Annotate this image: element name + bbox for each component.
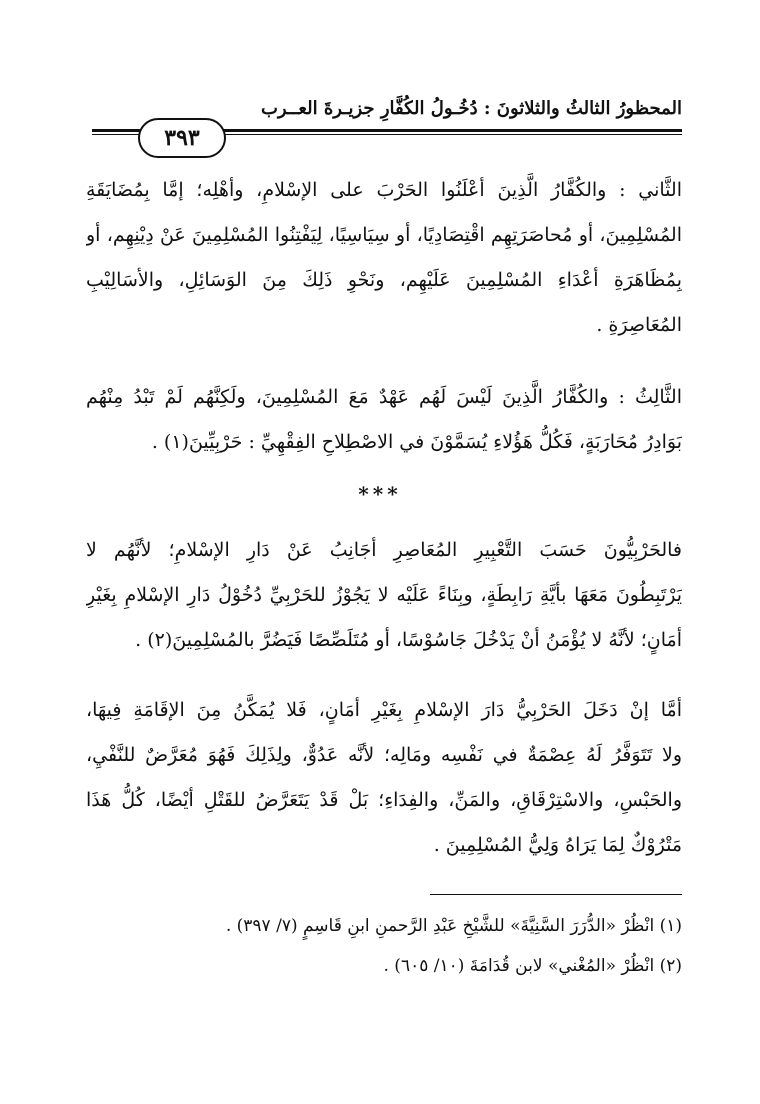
footnote-1: (١) انْظُرْ «الدُّرَرَ السَّنِيَّةَ» للشَّيْخِ عَبْدِ الرَّحمنِ ابنِ قَاسِمٍ (٧/ ٣٩٧) . bbox=[225, 916, 682, 936]
running-title: المحظورُ الثالثُ والثلاثونَ : دُخُـولُ الكُفَّارِ جزيـرةَ العــرب bbox=[260, 98, 682, 119]
text-line: بَوَادِرُ مُحَارَبَةٍ، فَكُلُّ هَؤُلاءِ يُسَمَّوْنَ في الاصْطِلاحِ الفِقْهِيِّ : حَرْبِيِّينَ(١) . bbox=[151, 431, 682, 453]
text-line: مَتْرُوْكٌ لِمَا يَرَاهُ وَلِيُّ المُسْلِمِينَ . bbox=[433, 834, 682, 856]
section-separator: *** bbox=[358, 482, 402, 506]
footnote-rule bbox=[430, 894, 682, 895]
text-line: بِمُظَاهَرَةِ أعْدَاءِ المُسْلِمِينَ عَلَيْهِم، ونَحْوِ ذَلِكَ مِنَ الوَسَائِلِ، والأسَالِيْبِ bbox=[86, 269, 682, 291]
text-line: الثَّاني : والكُفَّارُ الَّذِينَ أعْلَنُوا الحَرْبَ على الإسْلامِ، وأهْلِه؛ إمَّا بِمُضَايَقَةِ bbox=[86, 179, 682, 201]
text-line: الثَّالِثُ : والكُفَّارُ الَّذِينَ لَيْسَ لَهُم عَهْدٌ مَعَ المُسْلِمِينَ، ولَكِنَّهُم لَمْ تَبْدُ مِنْهُم bbox=[86, 386, 682, 408]
paragraph-entry-without-aman bbox=[86, 688, 682, 868]
paragraph-harbiyyun-definition bbox=[86, 528, 682, 663]
paragraph-second-category bbox=[86, 168, 682, 348]
paragraph-third-category bbox=[86, 375, 682, 465]
footnote-2: (٢) انْظُرْ «المُغْني» لابن قُدَامَةَ (١٠/ ٦٠٥) . bbox=[383, 956, 682, 976]
text-line: ولا تَتَوَفَّرُ لَهُ عِصْمَةٌ في نَفْسِه ومَالِه؛ لأنَّه عَدُوٌّ، ولِذَلِكَ فَهُوَ مُعَرَّضٌ للنَّفْيِ، bbox=[86, 744, 682, 766]
text-line: أمَانٍ؛ لأنَّهُ لا يُؤْمَنُ أنْ يَدْخُلَ جَاسُوْسًا، أو مُتَلَصِّصًا فَيَضُرَّ بالمُسْلِمِينَ(٢) . bbox=[135, 629, 682, 651]
text-line: فالحَرْبِيُّونَ حَسَبَ التَّعْبِيرِ المُعَاصِرِ أجَانِبُ عَنْ دَارِ الإسْلامِ؛ لأنَّهُم لا bbox=[86, 539, 682, 561]
text-line: والحَبْسِ، والاسْتِرْقَاقِ، والمَنِّ، والفِدَاءِ؛ بَلْ قَدْ يَتَعَرَّضُ للقَتْلِ أيْضًا، كُلُّ هَذَا bbox=[86, 789, 682, 811]
footnotes bbox=[86, 906, 682, 986]
text-line: المُعَاصِرَةِ . bbox=[596, 314, 682, 336]
page-number-badge: ٣٩٣ bbox=[138, 118, 226, 158]
text-line: المُسْلِمِينَ، أو مُحاصَرَتِهِم اقْتِصَادِيًا، أو سِيَاسِيًا، لِيَفْتِنُوا المُسْلِمِينَ عَنْ دِيْنِهِم، أو bbox=[86, 224, 682, 246]
text-line: يَرْتَبِطُونَ مَعَهَا بأيَّةِ رَابِطَةٍ، وبِنَاءً عَلَيْه لا يَجُوْزُ للحَرْبِيِّ دُخُوْلُ دَارِ الإسْلامِ بِغَيْرِ bbox=[86, 584, 682, 606]
text-line: أمَّا إنْ دَخَلَ الحَرْبِيُّ دَارَ الإسْلامِ بِغَيْرِ أمَانٍ، فَلا يُمَكَّنُ مِنَ الإقَامَةِ فِيهَا، bbox=[86, 699, 682, 721]
